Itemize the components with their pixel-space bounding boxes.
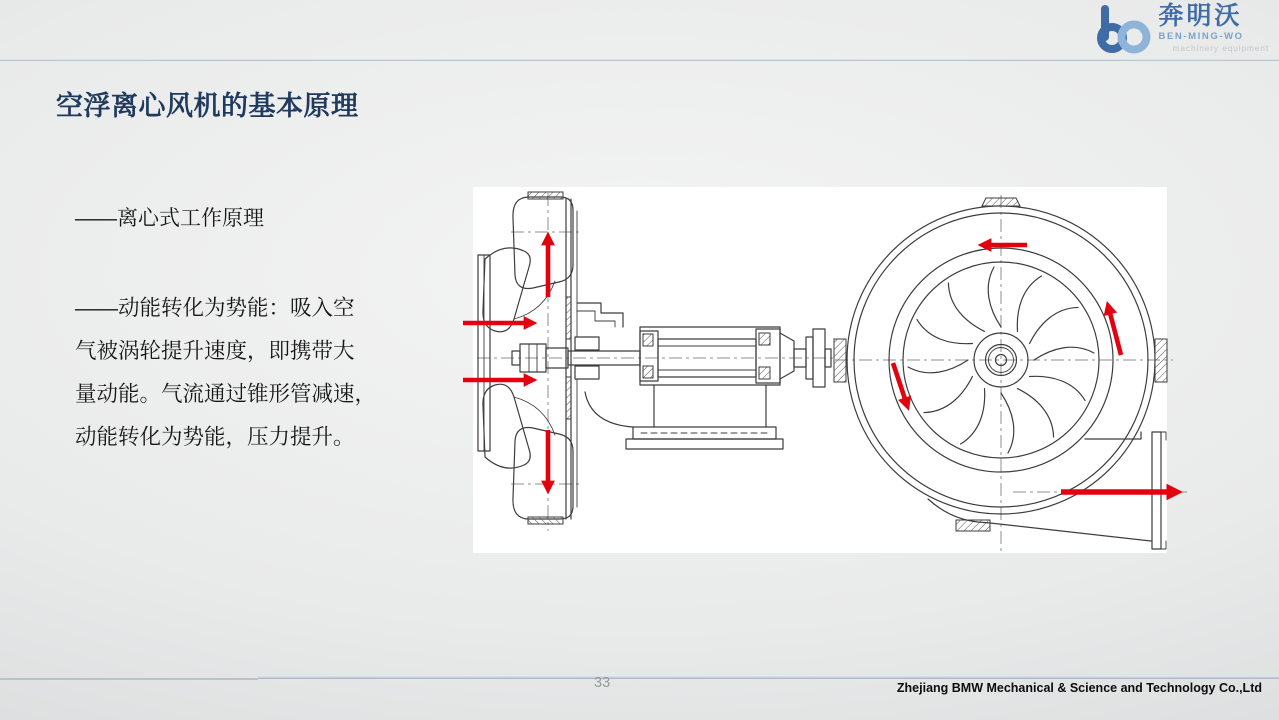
- footer-divider-left: [0, 678, 258, 680]
- left-mounting-lug: [834, 339, 846, 382]
- footer-divider-right: [258, 676, 1279, 679]
- logo-name-cn: 奔明沃: [1158, 2, 1243, 30]
- paragraph-line: 量动能。气流通过锥形管减速，: [75, 382, 377, 406]
- logo-name-en: BEN-MING-WO: [1158, 31, 1244, 42]
- side-view-group: [463, 192, 833, 531]
- fan-diagram: [473, 187, 1167, 553]
- diagram-panel: [473, 187, 1167, 553]
- volute-section-lower: [483, 384, 573, 524]
- volute-section-upper: [483, 192, 573, 332]
- company-logo: [1091, 4, 1269, 56]
- right-mounting-lug: [1155, 339, 1167, 382]
- support-pedestal: [585, 385, 783, 449]
- heading-line: ——离心式工作原理: [75, 207, 264, 230]
- page-number: 33: [594, 675, 611, 691]
- paragraph-line: 动能转化为势能，压力提升。: [75, 425, 355, 449]
- paragraph-line: ——动能转化为势能：吸入空: [75, 296, 355, 320]
- logo-bo-mark-icon: [1091, 4, 1155, 56]
- front-view-group: [834, 195, 1187, 553]
- footer-company-name: Zhejiang BMW Mechanical & Science and Technology Co.,Ltd: [896, 681, 1262, 695]
- top-mounting-lug: [982, 198, 1020, 206]
- airflow-arrow-rotation-right: [1110, 313, 1121, 355]
- logo-text-block: [1159, 4, 1269, 52]
- logo-tagline: machinery equipment: [1172, 42, 1269, 53]
- paragraph-line: 气被涡轮提升速度，即携带大: [75, 339, 355, 363]
- body-paragraph: [75, 287, 376, 459]
- page-title: 空浮离心风机的基本原理: [56, 91, 359, 121]
- bearing-housing: [640, 327, 806, 385]
- header-divider-line: [0, 59, 1279, 61]
